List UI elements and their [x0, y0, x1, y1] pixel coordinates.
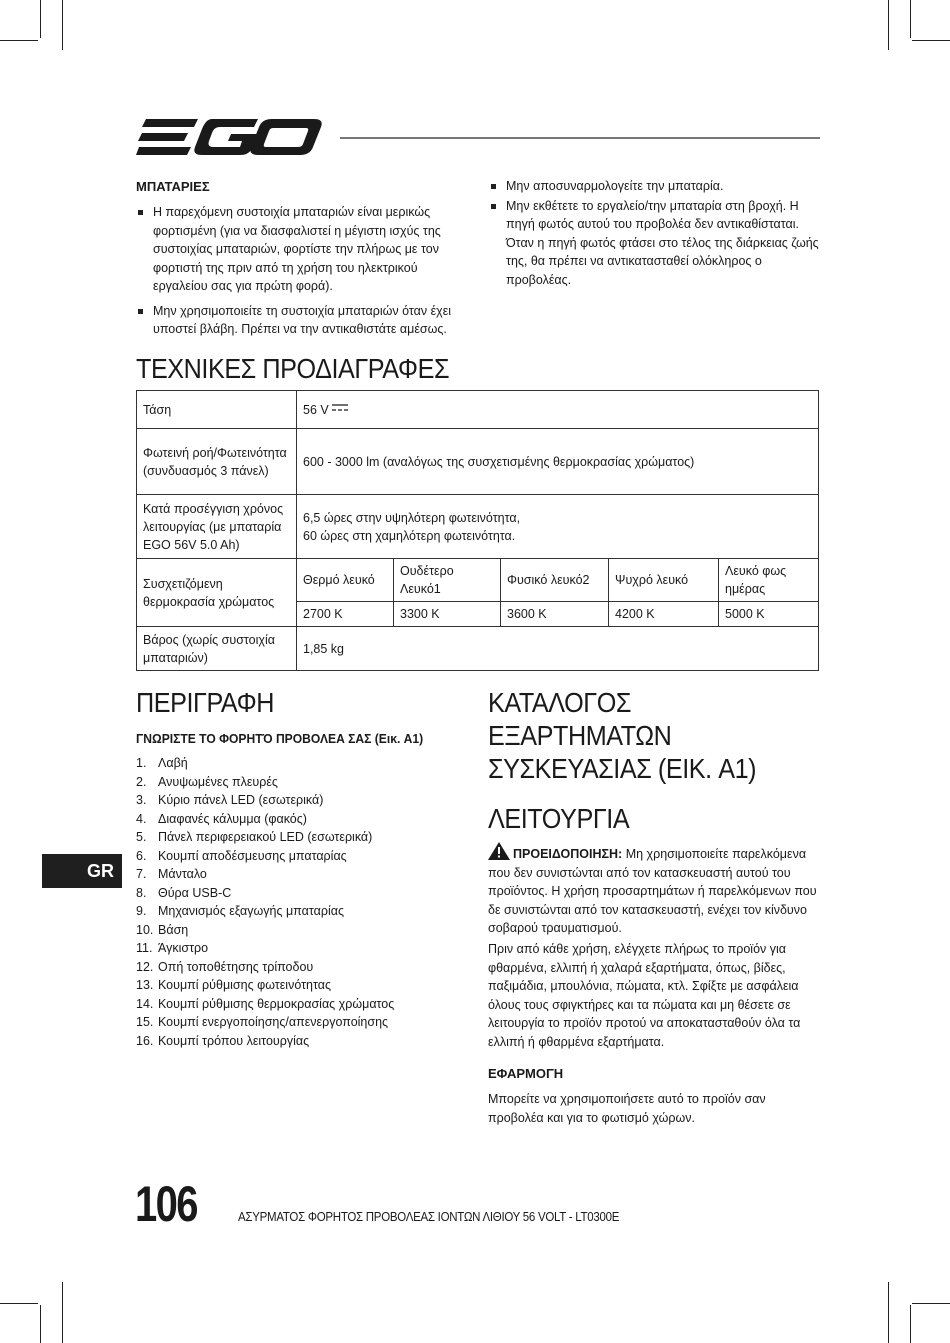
- crop-mark: [912, 1303, 950, 1304]
- flux-value: 600 - 3000 lm (αναλόγως της συσχετισμένης θερμοκρασίας χρώματος): [297, 429, 819, 495]
- description-subheading: ΓΝΩΡΙΣΤΕ ΤΟ ΦΟΡΗΤΌ ΠΡΟΒΟΛΕΑ ΣΑΣ (Εικ. A1): [136, 731, 424, 746]
- packing-heading-line: ΣΥΣΚΕΥΑΣΙΑΣ (ΕΙΚ. A1): [488, 753, 757, 784]
- list-item: 6. Κουμπί αποδέσμευσης μπαταρίας: [136, 848, 347, 863]
- dc-symbol-icon: [332, 404, 348, 412]
- page-number: 106: [135, 1176, 197, 1232]
- warning-icon: [488, 842, 510, 860]
- list-item: 10. Βάση: [136, 922, 189, 937]
- voltage-label: Τάση: [137, 391, 297, 429]
- list-item: 3. Κύριο πάνελ LED (εσωτερικά): [136, 793, 324, 807]
- list-item: 14. Κουμπί ρύθμισης θερμοκρασίας χρώματος: [136, 996, 395, 1011]
- check-paragraph: Πριν από κάθε χρήση, ελέγχετε πλήρως το προϊόν για φθαρμένα, ελλιπή ή χαλαρά εξαρτήματα, όπως, βίδες, παξιμάδια, μπουλόνια, πώματα, κτλ. Σφίξτε με ασφάλεια όλους τους σφιγκτήρες και τα πώματα και μη θέσετε σε λειτουργία το προϊόν προτού να αποκατασταθούν όλα τα ελλιπή ή φθαρμένα εξαρτήματα.: [488, 942, 801, 1049]
- cct-label: Συσχετιζόμενη θερμοκρασία χρώματος: [137, 559, 297, 627]
- battery-list-right: [489, 177, 819, 295]
- footer-title: ΑΣΥΡΜΑΤΟΣ ΦΟΡΗΤΟΣ ΠΡΟΒΟΛΕΑΣ ΙΟΝΤΩΝ ΛΙΘΙΟΥ 56 VOLT - LT0300E: [238, 1210, 620, 1224]
- language-tab: GR: [42, 854, 122, 888]
- crop-mark: [0, 1303, 38, 1304]
- list-item: 2. Ανυψωμένες πλευρές: [136, 774, 278, 789]
- warning-paragraph: [488, 842, 821, 938]
- table-row: [137, 391, 819, 429]
- list-item: 9. Μηχανισμός εξαγωγής μπαταρίας: [136, 904, 344, 918]
- crop-mark: [0, 40, 38, 41]
- crop-mark: [62, 0, 63, 50]
- application-heading: ΕΦΑΡΜΟΓΗ: [488, 1066, 564, 1081]
- spec-table: [136, 390, 819, 671]
- application-paragraph: Μπορείτε να χρησιμοποιήσετε αυτό το προϊόν σαν προβολέα και για το φωτισμό χώρων.: [488, 1092, 766, 1125]
- cct-name: Ουδέτερο Λευκό1: [394, 559, 501, 602]
- list-item: 5. Πάνελ περιφερειακού LED (εσωτερικά): [136, 830, 373, 844]
- cct-value: 5000 K: [719, 602, 819, 627]
- crop-mark: [40, 1305, 41, 1343]
- list-item: 11. Άγκιστρο: [136, 941, 209, 955]
- cct-value: 3300 K: [394, 602, 501, 627]
- crop-mark: [40, 0, 41, 38]
- list-item: Μην χρησιμοποιείτε τη συστοιχία μπαταριών όταν έχει υποστεί βλάβη. Πρέπει να την αντικαθιστάτε αμέσως.: [136, 302, 466, 339]
- packing-heading: [488, 686, 786, 785]
- crop-mark: [912, 40, 950, 41]
- crop-mark: [62, 1282, 63, 1343]
- list-item: 12. Οπή τοποθέτησης τρίποδου: [136, 959, 314, 974]
- battery-list: [136, 203, 466, 345]
- runtime-value-2: 60 ώρες στη χαμηλότερη φωτεινότητα.: [303, 528, 516, 543]
- table-row: [137, 559, 819, 602]
- crop-mark: [910, 0, 911, 38]
- table-row: [137, 429, 819, 495]
- voltage-cell: [297, 391, 819, 429]
- packing-heading-line: ΕΞΑΡΤΗΜΑΤΩΝ: [488, 720, 672, 751]
- flux-label: Φωτεινή ροή/Φωτεινότητα (συνδυασμός 3 πάνελ): [137, 429, 297, 495]
- table-row: [137, 495, 819, 559]
- description-heading: ΠΕΡΙΓΡΑΦΗ: [136, 687, 274, 718]
- weight-value: 1,85 kg: [297, 627, 819, 671]
- cct-name: Λευκό φως ημέρας: [719, 559, 819, 602]
- crop-mark: [888, 1282, 889, 1343]
- list-item: 15. Κουμπί ενεργοποίησης/απενεργοποίησης: [136, 1015, 389, 1029]
- specs-heading: ΤΕΧΝΙΚΕΣ ΠΡΟΔΙΑΓΡΑΦΕΣ: [136, 353, 450, 384]
- header-rule: [340, 137, 820, 139]
- cct-name: Φυσικό λευκό2: [501, 559, 609, 602]
- runtime-cell: [297, 495, 819, 559]
- warning-text: Μη χρησιμοποιείτε παρελκόμενα που δεν συνιστώνται από τον κατασκευαστή αυτού του προϊόντος. Η χρήση προσαρτημάτων ή παρελκόμενων που δε συνιστώνται από τον κατασκευαστή, ενέχει τον κίνδυνο σοβαρού τραυματισμού.: [488, 847, 817, 935]
- cct-value: 2700 K: [297, 602, 394, 627]
- list-item: 1. Λαβή: [136, 756, 188, 770]
- list-item: 4. Διαφανές κάλυμμα (φακός): [136, 811, 307, 826]
- list-item: 7. Μάνταλο: [136, 867, 207, 881]
- list-item: 16. Κουμπί τρόπου λειτουργίας: [136, 1033, 310, 1048]
- operation-heading: ΛΕΙΤΟΥΡΓΙΑ: [488, 803, 630, 834]
- ego-logo: [136, 117, 322, 157]
- list-item: Η παρεχόμενη συστοιχία μπαταριών είναι μερικώς φορτισμένη (για να διασφαλιστεί η μέγιστη ισχύς της συστοιχίας μπαταριών, φορτίστε την πλήρως με τον φορτιστή της πριν από τη χρήση του ηλεκτρικού εργαλείου σας για πρώτη φορά).: [136, 203, 466, 296]
- list-item: Μην εκθέτετε το εργαλείο/την μπαταρία στη βροχή. Η πηγή φωτός αυτού του προβολέα δεν αντικαθίσταται. Όταν η πηγή φωτός φτάσει στο τέλος της διάρκειας ζωής της, θα πρέπει να αντικατασταθεί ολόκληρος ο προβολέας.: [489, 197, 819, 290]
- parts-list: [136, 754, 466, 1050]
- list-item: 13. Κουμπί ρύθμισης φωτεινότητας: [136, 978, 331, 992]
- cct-value: 3600 K: [501, 602, 609, 627]
- runtime-value-1: 6,5 ώρες στην υψηλότερη φωτεινότητα,: [303, 510, 521, 525]
- warning-label: ΠΡΟΕΙΔΟΠΟΙΗΣΗ:: [513, 847, 623, 861]
- table-row: [137, 627, 819, 671]
- battery-heading: ΜΠΑΤΑΡΙΕΣ: [136, 179, 210, 194]
- packing-heading-line: ΚΑΤΑΛΟΓΟΣ: [488, 687, 632, 718]
- cct-value: 4200 K: [609, 602, 719, 627]
- weight-label: Βάρος (χωρίς συστοιχία μπαταριών): [137, 627, 297, 671]
- crop-mark: [888, 0, 889, 50]
- list-item: Μην αποσυναρμολογείτε την μπαταρία.: [489, 177, 819, 196]
- crop-mark: [910, 1305, 911, 1343]
- runtime-label: Κατά προσέγγιση χρόνος λειτουργίας (με μπαταρία EGO 56V 5.0 Ah): [137, 495, 297, 559]
- cct-name: Θερμό λευκό: [297, 559, 394, 602]
- cct-name: Ψυχρό λευκό: [609, 559, 719, 602]
- voltage-value: 56 V: [303, 402, 329, 417]
- list-item: 8. Θύρα USB-C: [136, 885, 232, 900]
